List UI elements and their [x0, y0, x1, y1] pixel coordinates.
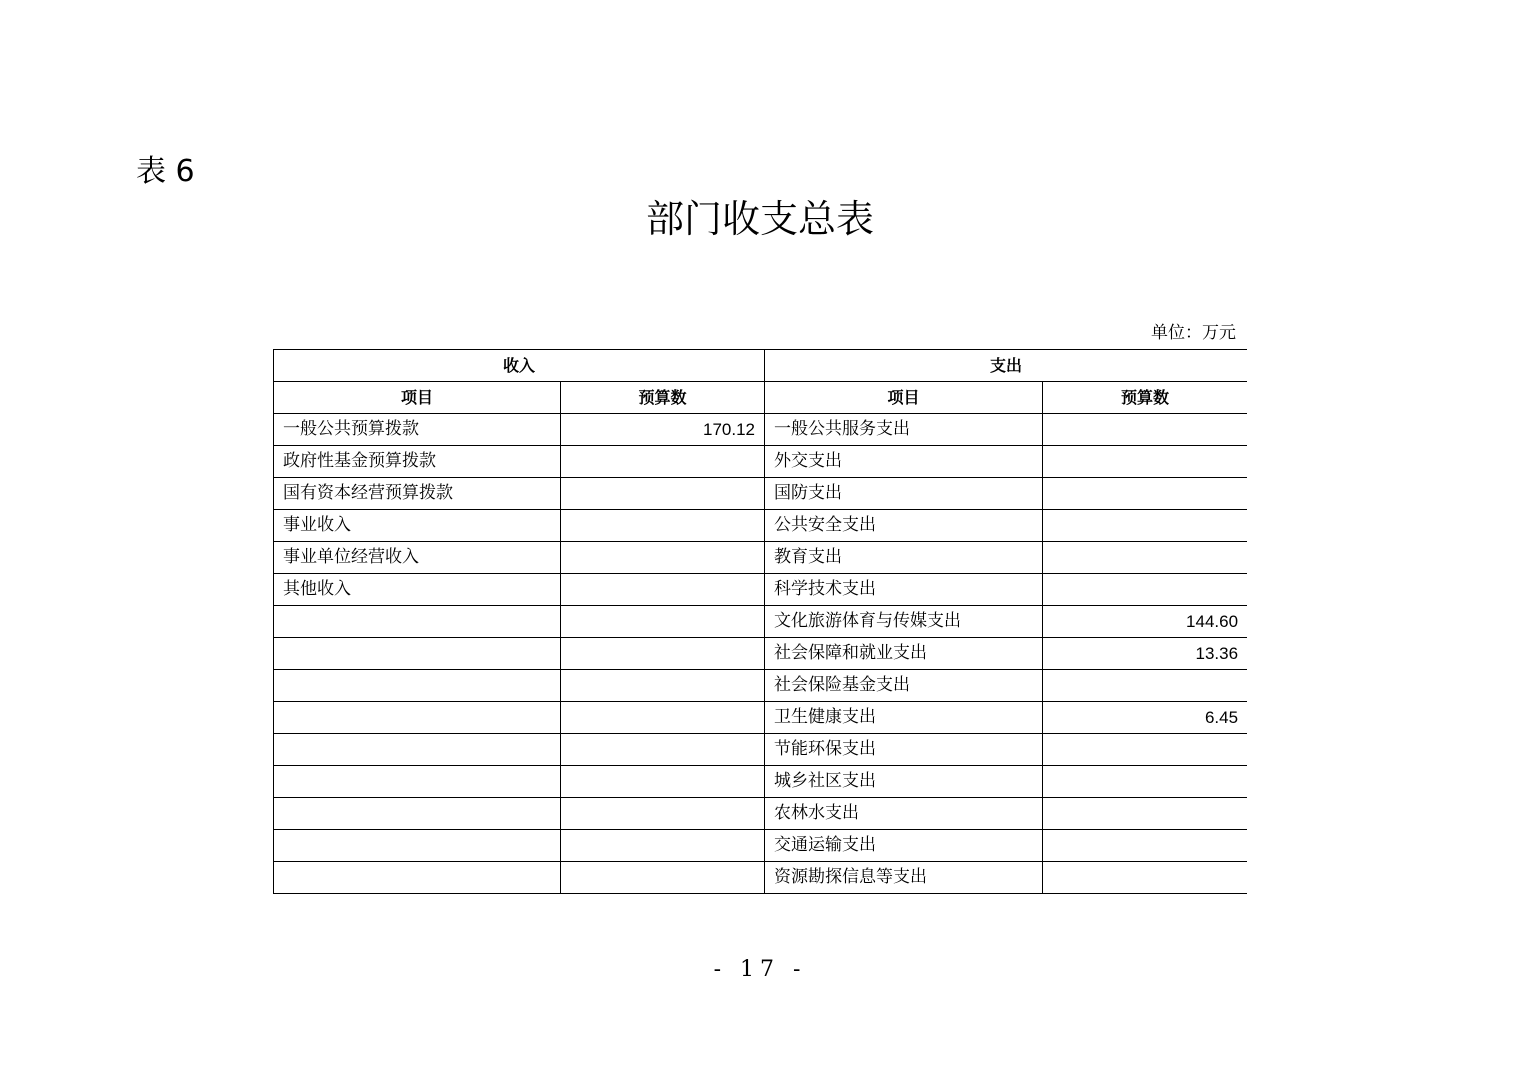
expense-item-cell: 交通运输支出	[765, 830, 1043, 862]
income-item-cell	[274, 766, 561, 798]
table-row	[274, 862, 1248, 894]
income-item-cell: 事业单位经营收入	[274, 542, 561, 574]
income-amount-cell	[561, 766, 765, 798]
expense-amount-cell	[1043, 670, 1247, 702]
expense-amount-cell	[1043, 542, 1247, 574]
unit-label: 单位：万元	[1151, 323, 1236, 343]
expense-item-cell: 卫生健康支出	[765, 702, 1043, 734]
page-title: 部门收支总表	[645, 197, 874, 241]
income-item-cell	[274, 702, 561, 734]
expense-item-cell: 教育支出	[765, 542, 1043, 574]
expense-amount-cell	[1043, 446, 1247, 478]
income-item-cell	[274, 670, 561, 702]
expense-amount-cell	[1043, 478, 1247, 510]
income-item-cell	[274, 606, 561, 638]
expense-item-cell: 国防支出	[765, 478, 1043, 510]
table-row	[274, 766, 1248, 798]
table-row	[274, 830, 1248, 862]
expense-item-cell: 文化旅游体育与传媒支出	[765, 606, 1043, 638]
section-header-row	[274, 350, 1248, 382]
expense-item-cell: 一般公共服务支出	[765, 414, 1043, 446]
expense-item-cell: 社会保障和就业支出	[765, 638, 1043, 670]
income-amount-cell	[561, 798, 765, 830]
income-amount-cell	[561, 446, 765, 478]
expense-amount-cell	[1043, 734, 1247, 766]
income-amount-cell	[561, 830, 765, 862]
expense-amount-cell: 144.60	[1043, 606, 1247, 638]
table-row	[274, 414, 1248, 446]
expense-amount-cell	[1043, 830, 1247, 862]
table-row	[274, 446, 1248, 478]
expense-item-cell: 农林水支出	[765, 798, 1043, 830]
table-row	[274, 638, 1248, 670]
income-amount-cell	[561, 542, 765, 574]
income-item-cell: 其他收入	[274, 574, 561, 606]
income-amount-cell	[561, 670, 765, 702]
expense-item-column-header: 项目	[765, 382, 1043, 414]
table-number: 表 6	[136, 154, 195, 189]
budget-table-container	[273, 349, 1247, 894]
table-row	[274, 478, 1248, 510]
income-amount-cell	[561, 606, 765, 638]
income-amount-cell	[561, 862, 765, 894]
income-item-cell	[274, 638, 561, 670]
income-amount-cell	[561, 638, 765, 670]
income-amount-cell: 170.12	[561, 414, 765, 446]
income-item-cell: 政府性基金预算拨款	[274, 446, 561, 478]
income-budget-column-header: 预算数	[561, 382, 765, 414]
expense-budget-column-header: 预算数	[1043, 382, 1247, 414]
income-amount-cell	[561, 734, 765, 766]
column-header-row	[274, 382, 1248, 414]
expense-amount-cell	[1043, 510, 1247, 542]
income-amount-cell	[561, 478, 765, 510]
expense-header: 支出	[765, 350, 1247, 382]
expense-item-cell: 公共安全支出	[765, 510, 1043, 542]
table-row	[274, 702, 1248, 734]
expense-amount-cell	[1043, 798, 1247, 830]
income-item-cell	[274, 830, 561, 862]
table-row	[274, 606, 1248, 638]
expense-amount-cell	[1043, 766, 1247, 798]
table-row	[274, 670, 1248, 702]
table-row	[274, 798, 1248, 830]
income-item-column-header: 项目	[274, 382, 561, 414]
table-row	[274, 734, 1248, 766]
income-item-cell	[274, 798, 561, 830]
income-header: 收入	[274, 350, 765, 382]
expense-item-cell: 科学技术支出	[765, 574, 1043, 606]
income-amount-cell	[561, 510, 765, 542]
income-item-cell	[274, 734, 561, 766]
expense-amount-cell	[1043, 862, 1247, 894]
expense-item-cell: 资源勘探信息等支出	[765, 862, 1043, 894]
table-row	[274, 574, 1248, 606]
budget-table	[273, 349, 1247, 894]
expense-item-cell: 节能环保支出	[765, 734, 1043, 766]
income-amount-cell	[561, 702, 765, 734]
income-amount-cell	[561, 574, 765, 606]
income-item-cell	[274, 862, 561, 894]
expense-item-cell: 城乡社区支出	[765, 766, 1043, 798]
income-item-cell: 国有资本经营预算拨款	[274, 478, 561, 510]
table-row	[274, 542, 1248, 574]
expense-amount-cell: 6.45	[1043, 702, 1247, 734]
table-row	[274, 510, 1248, 542]
expense-item-cell: 外交支出	[765, 446, 1043, 478]
income-item-cell: 一般公共预算拨款	[274, 414, 561, 446]
expense-amount-cell: 13.36	[1043, 638, 1247, 670]
expense-amount-cell	[1043, 414, 1247, 446]
expense-amount-cell	[1043, 574, 1247, 606]
page-number: - 17 -	[713, 957, 807, 982]
income-item-cell: 事业收入	[274, 510, 561, 542]
expense-item-cell: 社会保险基金支出	[765, 670, 1043, 702]
